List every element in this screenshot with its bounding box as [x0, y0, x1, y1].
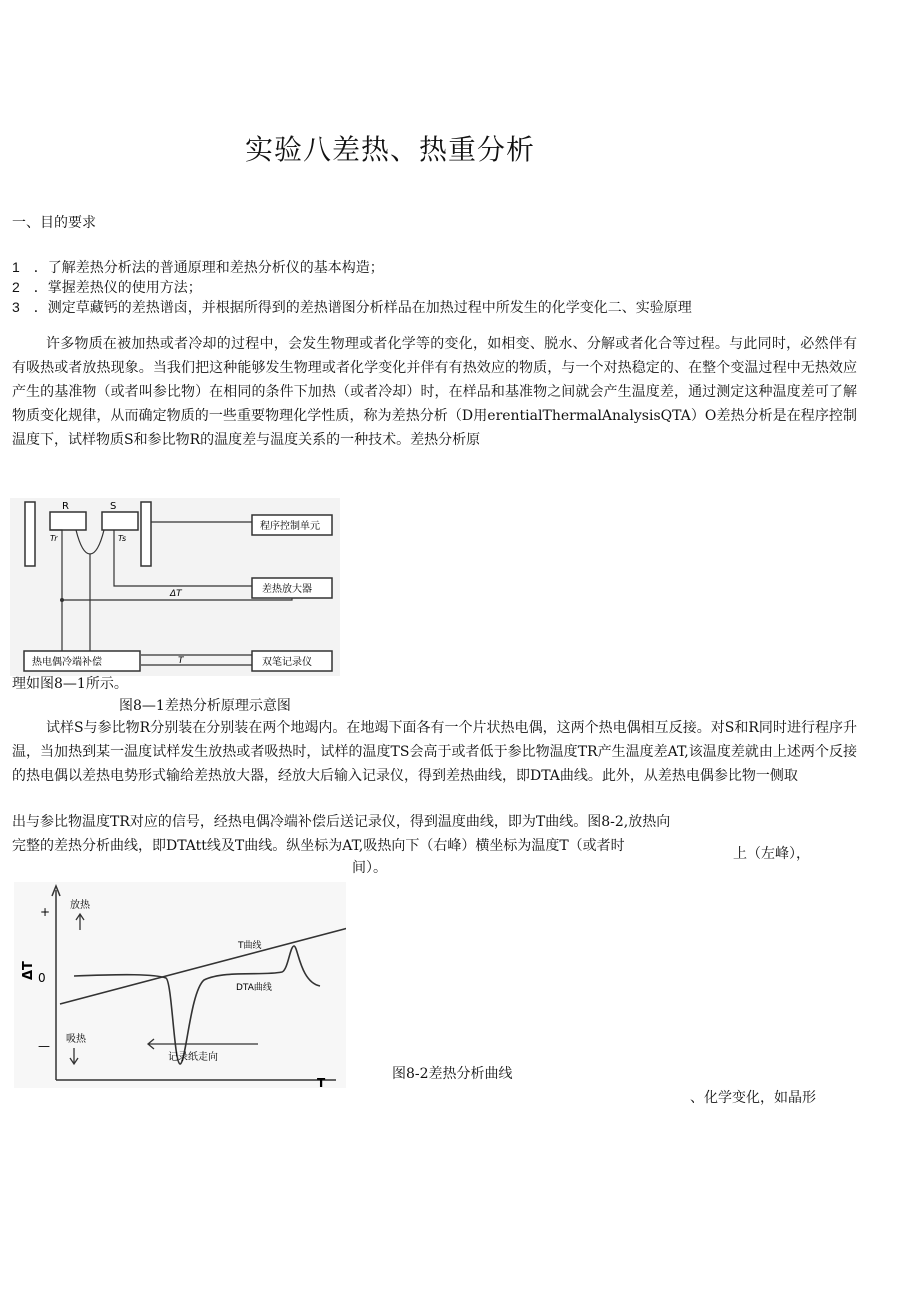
list-item-text: ．了解差热分析法的普通原理和差热分析仪的基本构造； [33, 260, 384, 276]
paragraph-continuation: 理如图8—1所示。 [12, 676, 128, 692]
text-line: 出与参比物温度TR对应的信号，经热电偶冷端补偿后送记录仪，得到温度曲线，即为T曲线。图8-2,放热向 [12, 814, 671, 830]
dta-curve-label: DTA曲线 [236, 983, 272, 993]
figure-dta-schematic [10, 498, 340, 676]
text-line: 完整的差热分析曲线，即DTAtt线及T曲线。纵坐标为AT,吸热向下（右峰）横坐标为温度T（或者时 [12, 838, 625, 854]
box-amplifier-label: 差热放大器 [262, 584, 312, 595]
y-tick-zero: 0 [38, 971, 46, 985]
paragraph-principle: 许多物质在被加热或者冷却的过程中，会发生物理或者化学等的变化，如相变、脱水、分解或者化合等过程。与此同时，必然伴有有吸热或者放热现象。当我们把这种能够发生物理或者化学变化并伴有有热效应的物质，与一个对热稳定的、在整个变温过程中无热效应产生的基准物（或者叫参比物）在相同的条件下加热（或者冷却）时，在样品和基准物之间就会产生温度差，通过测定这种温度差可了解物质变化规律，从而确定物质的一些重要物理化学性质，称为差热分析（D用erentialThermalAnalysisQTA）O差热分析是在程序控制温度下，试样物质S和参比物R的温度差与温度关系的一种技术。差热分析原 [12, 336, 857, 448]
t-curve-label: T曲线 [238, 941, 262, 951]
figure-1-caption: 图8—1差热分析原理示意图 [119, 698, 291, 714]
paper-direction-label: 记录纸走向 [168, 1052, 218, 1063]
paragraph-procedure: 试样S与参比物R分别装在分别装在两个地竭内。在地竭下面各有一个片状热电偶，这两个热电偶相互反接。对S和R同时进行程序升温，当加热到某一温度试样发生放热或者吸热时，试样的温度TS会高于或者低于参比物温度TR产生温度差AT,该温度差就由上述两个反接的热电偶以差热电势形式输给差热放大器，经放大后输入记录仪，得到差热曲线，即DTA曲线。此外，从差热电偶参比物一侧取 [12, 720, 857, 784]
section-heading-objectives: 一、目的要求 [12, 215, 96, 231]
label-tr: Tr [50, 534, 58, 543]
list-item-number: 2 [12, 279, 20, 295]
text-line: 间）。 [352, 860, 387, 876]
text-line-right: 上（左峰）， [733, 846, 810, 862]
y-tick-minus: — [38, 1039, 50, 1053]
list-item-text: ．测定草藏钙的差热谱卤，并根据所得到的差热谱图分析样品在加热过程中所发生的化学变化二、实验原理 [33, 300, 692, 316]
list-item-number: 1 [12, 259, 20, 275]
endo-label: 吸热 [66, 1034, 86, 1045]
figure-dta-curve [14, 882, 346, 1088]
exo-label: 放热 [70, 900, 90, 911]
furnace-wall-left [25, 502, 35, 566]
x-axis-label: T [317, 1076, 326, 1088]
y-axis-label: ΔT [21, 961, 36, 980]
list-item [12, 297, 692, 318]
label-t: T [178, 656, 184, 666]
crucible-reference [50, 512, 86, 530]
label-s: S [110, 501, 117, 512]
label-ts: Ts [118, 534, 127, 543]
list-item [12, 257, 384, 278]
figure-2-caption: 图8-2差热分析曲线 [392, 1066, 513, 1082]
page-title: 实验八差热、热重分析 [245, 133, 536, 166]
text-fragment: 、化学变化，如晶形 [690, 1090, 816, 1106]
junction-dot [60, 598, 64, 602]
list-item-text: ．掌握差热仪的使用方法； [33, 280, 202, 296]
box-cold-junction-label: 热电偶冷端补偿 [32, 657, 102, 668]
box-program-label: 程序控制单元 [260, 521, 320, 532]
label-delta-t: ΔT [170, 589, 182, 599]
crucible-sample [102, 512, 138, 530]
list-item-number: 3 [12, 299, 20, 315]
list-item [12, 277, 202, 298]
box-recorder-label: 双笔记录仪 [262, 657, 312, 668]
y-tick-plus: + [40, 905, 51, 919]
furnace-wall-right [141, 502, 151, 566]
label-r: R [62, 501, 69, 512]
